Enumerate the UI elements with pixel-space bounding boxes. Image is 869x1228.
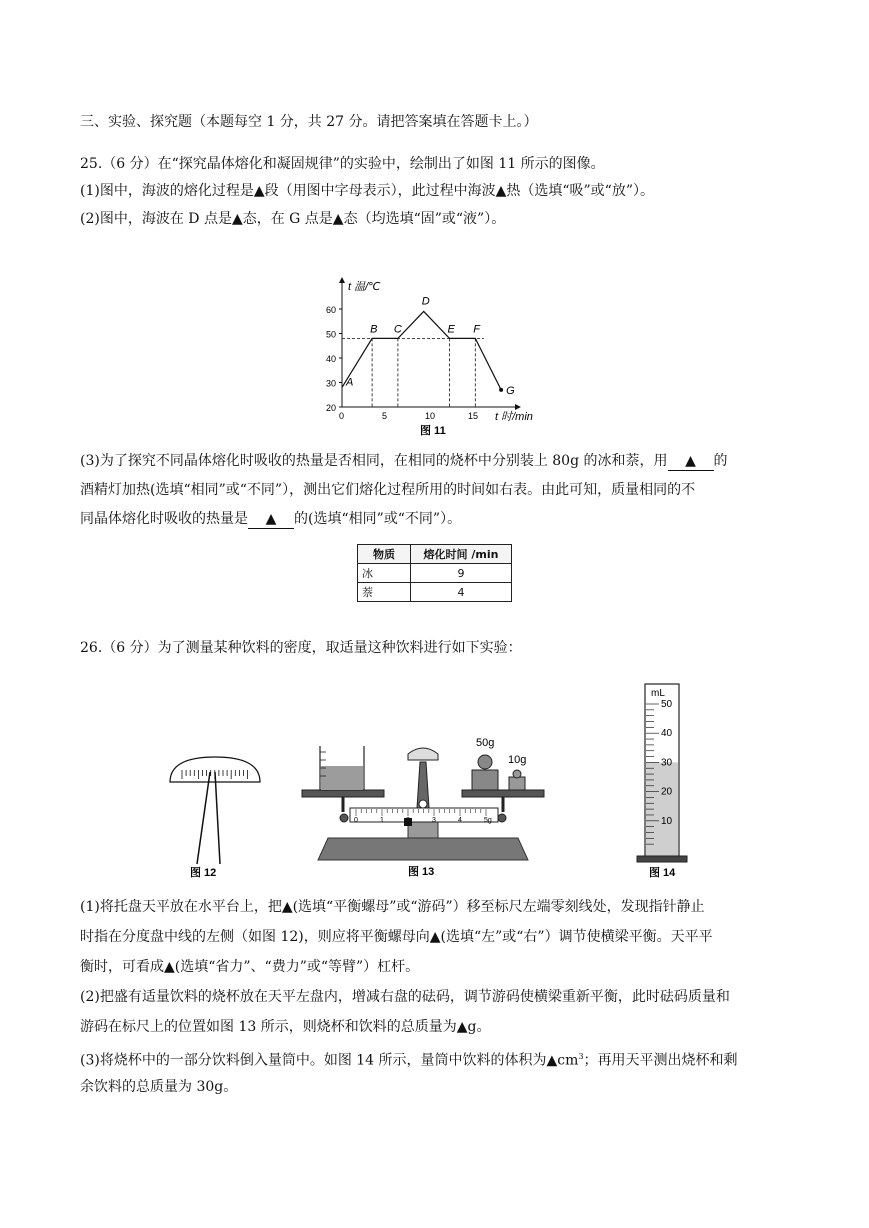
cylinder-tick-label: 50	[661, 699, 673, 710]
y-tick-label: 30	[326, 378, 337, 389]
point-label-E: E	[447, 323, 455, 336]
center-dial	[408, 748, 438, 760]
beaker-liquid	[321, 766, 363, 790]
q25-part3-c-pre: 同晶体熔化时吸收的热量是	[80, 511, 248, 527]
cylinder-tick-label: 20	[661, 786, 673, 798]
table-row	[358, 564, 512, 583]
cylinder-tick-label: 30	[661, 757, 673, 769]
cylinder-tick-label: 40	[661, 728, 673, 740]
answer-blank[interactable]: ▲	[668, 452, 714, 471]
point-label-B: B	[370, 323, 378, 336]
figure-12-pointer-dial	[160, 752, 270, 882]
beam-scale-number: 4	[458, 817, 462, 824]
beam-scale-number: 3	[432, 817, 436, 824]
cylinder-base	[637, 856, 687, 862]
right-balance-nut	[498, 814, 506, 822]
q25-part3-c-post: 的(选填“相同”或“不同”）。	[294, 511, 462, 527]
x-tick-label: 15	[468, 411, 479, 421]
figure-11-caption: 图 11	[420, 425, 446, 437]
figure-13-caption: 图 13	[408, 866, 435, 878]
q26-part2-line1: (2)把盛有适量饮料的烧杯放在天平左盘内，增减右盘的砝码，调节游码使横梁重新平衡，此时砝码质量和	[80, 989, 730, 1005]
beam-scale-number: 5g	[484, 817, 492, 824]
point-label-F: F	[473, 323, 481, 336]
x-tick-label: 0	[339, 411, 345, 421]
y-axis-label: t 温/℃	[348, 281, 381, 293]
point-label-C: C	[393, 323, 402, 336]
q26-part3-line1	[80, 1048, 738, 1070]
balance-base	[318, 838, 528, 860]
q25-part2: (2)图中，海波在 D 点是▲态，在 G 点是▲态（均选填“固”或“液”）。	[80, 211, 506, 227]
point-label-D: D	[421, 295, 430, 308]
pointer-support	[215, 772, 220, 864]
x-axis-label: t 时/min	[495, 411, 533, 423]
figure-14-caption: 图 14	[649, 867, 676, 879]
weight-10g	[509, 777, 525, 790]
q26-part3-pre: (3)将烧杯中的一部分饮料倒入量筒中。如图 14 所示，量筒中饮料的体积为▲cm	[80, 1052, 579, 1069]
q25-part3-line2: 酒精灯加热(选填“相同”或“不同”），测出它们熔化过程所用的时间如右表。由此可知，质量相同的不	[80, 482, 696, 498]
q25-part1: (1)图中，海波的熔化过程是▲段（用图中字母表示），此过程中海波▲热（选填“吸”或“放”）。	[80, 183, 654, 199]
y-tick-label: 60	[326, 305, 337, 315]
y-tick-label: 40	[326, 354, 337, 364]
q26-part3-post: ；再用天平测出烧杯和剩	[583, 1052, 738, 1069]
q26-part2-line2: 游码在标尺上的位置如图 13 所示，则烧杯和饮料的总质量为▲g。	[80, 1019, 491, 1035]
superscript-3: 3	[578, 1052, 584, 1061]
table-header: 熔化时间 /min	[411, 545, 512, 564]
table-cell: 9	[411, 564, 512, 583]
cylinder-unit: mL	[651, 688, 665, 699]
left-pan	[302, 790, 384, 797]
point-label-G: G	[506, 384, 515, 397]
q26-stem: 26.（6 分）为了测量某种饮料的密度，取适量这种饮料进行如下实验：	[80, 640, 522, 656]
right-pan	[462, 790, 544, 797]
answer-blank[interactable]: ▲	[248, 510, 294, 529]
beam-scale-number: 0	[354, 817, 358, 824]
q25-part3-line3	[80, 510, 461, 529]
weight-10g-label: 10g	[508, 754, 527, 766]
table-cell: 4	[411, 583, 512, 602]
q25-stem: 25.（6 分）在“探究晶体熔化和凝固规律”的实验中，绘制出了如图 11 所示的图像。	[80, 156, 605, 172]
q26-part1-line1: (1)将托盘天平放在水平台上，把▲(选填“平衡螺母”或“游码”）移至标尺左端零刻线处，发现指针静止	[80, 899, 705, 915]
rider	[404, 818, 412, 826]
figure-13-balance	[298, 730, 548, 880]
figure-12-caption: 图 12	[190, 867, 217, 879]
table-row	[358, 583, 512, 602]
point-G-marker	[499, 388, 503, 392]
section-header: 三、实验、探究题（本题每空 1 分，共 27 分。请把答案填在答题卡上。）	[80, 114, 538, 130]
q26-part1-line3: 衡时，可看成▲(选填“省力”、“费力”或“等臂”）杠杆。	[80, 959, 420, 975]
melting-time-table	[357, 544, 512, 602]
q26-part1-line2: 时指在分度盘中线的左侧（如图 12)，则应将平衡螺母向▲(选填“左”或“右”）调节使横梁平衡。天平平	[80, 929, 713, 945]
table-cell: 冰	[358, 564, 411, 583]
point-label-A: A	[346, 376, 354, 389]
pointer	[197, 772, 210, 864]
q26-part3-line2: 余饮料的总质量为 30g。	[80, 1079, 238, 1095]
table-header: 物质	[358, 545, 411, 564]
cylinder-tick-label: 10	[661, 815, 673, 827]
y-tick-label: 50	[326, 329, 337, 340]
left-balance-nut	[340, 814, 348, 822]
q25-part3-text: (3)为了探究不同晶体熔化时吸收的热量是否相同，在相同的烧杯中分别装上 80g 的冰和萘，用	[80, 453, 668, 469]
q25-part3-line1	[80, 452, 728, 471]
weight-50g	[472, 770, 498, 790]
x-tick-label: 5	[382, 411, 388, 421]
figure-11-graph	[320, 270, 560, 445]
figure-14-cylinder	[635, 678, 695, 883]
x-tick-label: 10	[425, 411, 436, 421]
table-cell: 萘	[358, 583, 411, 602]
q25-part3-tail: 的	[713, 453, 728, 469]
y-tick-label: 20	[326, 403, 337, 413]
beam-scale-number: 1	[380, 817, 384, 824]
weight-50g-label: 50g	[476, 737, 495, 749]
